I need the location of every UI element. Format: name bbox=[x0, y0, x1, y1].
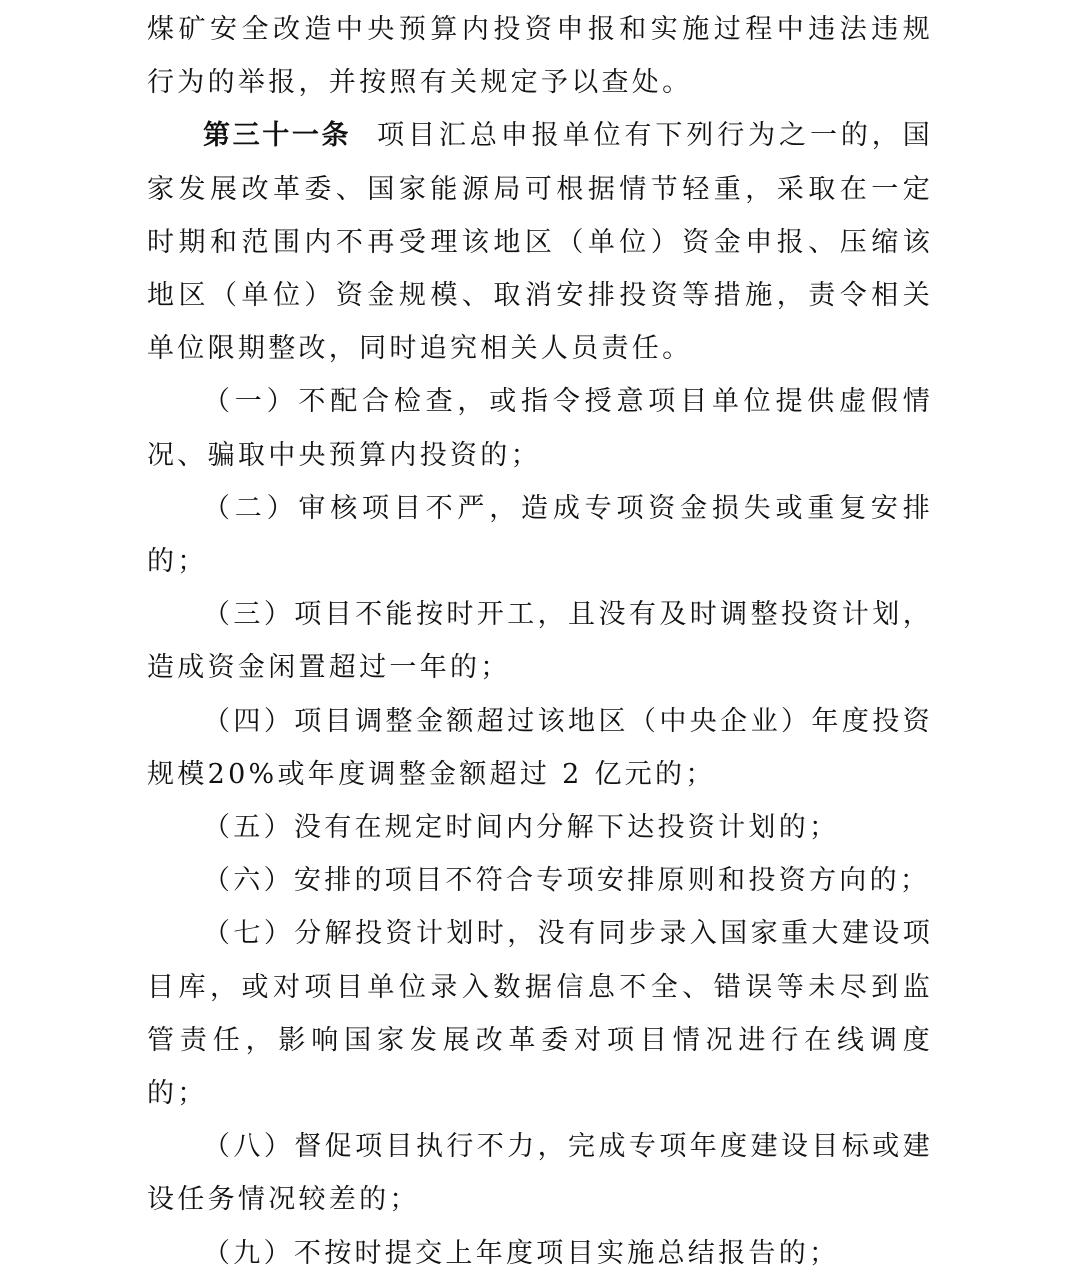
document-body bbox=[147, 3, 933, 1280]
article-31-paragraph bbox=[147, 109, 933, 375]
article-item: （五）没有在规定时间内分解下达投资计划的； bbox=[203, 812, 840, 844]
article-intro: 项目汇总申报单位有下列行为之一的，国家发展改革委、国家能源局可根据情节轻重，采取在一定时期和范围内不再受理该地区（单位）资金申报、压缩该地区（单位）资金规模、取消安排投资等措施，责令相关单位限期整改，同时追究相关人员责任。 bbox=[147, 120, 933, 365]
article-item: （六）安排的项目不符合专项安排原则和投资方向的； bbox=[203, 865, 931, 897]
article-item: （一）不配合检查，或指令授意项目单位提供虚假情况、骗取中央预算内投资的； bbox=[147, 386, 933, 471]
article-item: （七）分解投资计划时，没有同步录入国家重大建设项目库，或对项目单位录入数据信息不全、错误等未尽到监管责任，影响国家发展改革委对项目情况进行在线调度的； bbox=[147, 918, 933, 1110]
article-title: 第三十一条 bbox=[203, 120, 352, 152]
continuation-paragraph: 煤矿安全改造中央预算内投资申报和实施过程中违法违规行为的举报，并按照有关规定予以查处。 bbox=[147, 14, 933, 99]
article-item: （三）项目不能按时开工，且没有及时调整投资计划，造成资金闲置超过一年的； bbox=[147, 599, 933, 684]
article-item: （二）审核项目不严，造成专项资金损失或重复安排的； bbox=[147, 492, 933, 578]
article-item: （八）督促项目执行不力，完成专项年度建设目标或建设任务情况较差的； bbox=[147, 1131, 933, 1216]
article-item: （九）不按时提交上年度项目实施总结报告的； bbox=[203, 1237, 840, 1269]
article-item: （四）项目调整金额超过该地区（中央企业）年度投资规模20%或年度调整金额超过 2 亿元的； bbox=[147, 705, 933, 790]
